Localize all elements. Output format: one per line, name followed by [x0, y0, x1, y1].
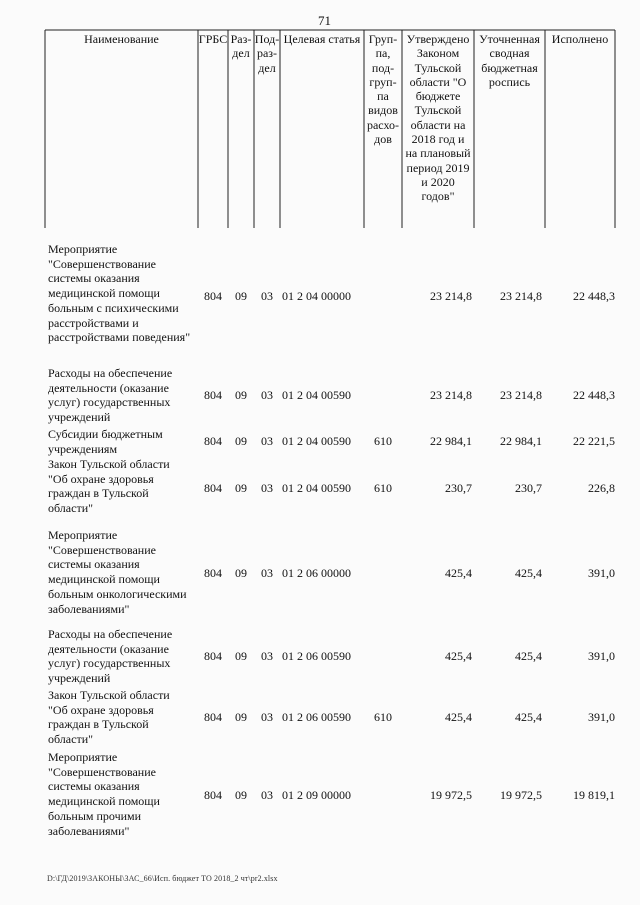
row-razdel: 09 — [235, 566, 247, 580]
row-grbs: 804 — [204, 649, 222, 663]
header-refined: Уточненная сводная бюджетная роспись — [479, 32, 540, 89]
row-target-article: 01 2 06 00000 — [282, 566, 351, 580]
row-name: Мероприятие "Совершенствование системы оказания медицинской помощи больным с психическими расстройствами и расстройствами поведения" — [48, 242, 191, 345]
row-grbs: 804 — [204, 566, 222, 580]
header-executed: Исполнено — [551, 32, 609, 46]
row-target-article: 01 2 04 00000 — [282, 289, 351, 303]
row-approved: 425,4 — [445, 566, 472, 580]
row-executed: 22 448,3 — [573, 388, 615, 402]
row-approved: 23 214,8 — [430, 388, 472, 402]
row-target-article: 01 2 09 00000 — [282, 788, 351, 802]
row-podrazdel: 03 — [261, 388, 273, 402]
header-name: Наименование — [84, 32, 159, 46]
row-razdel: 09 — [235, 710, 247, 724]
row-expense-type: 610 — [374, 710, 392, 724]
row-razdel: 09 — [235, 388, 247, 402]
row-grbs: 804 — [204, 481, 222, 495]
row-refined: 23 214,8 — [500, 388, 542, 402]
header-razdel: Раз- дел — [230, 32, 252, 61]
row-executed: 22 221,5 — [573, 434, 615, 448]
row-podrazdel: 03 — [261, 481, 273, 495]
row-name: Субсидии бюджетным учреждениям — [48, 427, 163, 456]
row-name: Закон Тульской области "Об охране здоровья граждан в Тульской области" — [48, 688, 170, 747]
row-razdel: 09 — [235, 649, 247, 663]
row-grbs: 804 — [204, 788, 222, 802]
row-grbs: 804 — [204, 710, 222, 724]
row-target-article: 01 2 06 00590 — [282, 649, 351, 663]
row-podrazdel: 03 — [261, 434, 273, 448]
row-approved: 22 984,1 — [430, 434, 472, 448]
row-name: Закон Тульской области "Об охране здоровья граждан в Тульской области" — [48, 457, 170, 516]
header-approved: Утверждено Законом Тульской области "О бюджете Тульской области на 2018 год и на плановый период 2019 и 2020 годов" — [405, 32, 471, 204]
row-podrazdel: 03 — [261, 710, 273, 724]
row-approved: 425,4 — [445, 649, 472, 663]
row-refined: 19 972,5 — [500, 788, 542, 802]
row-razdel: 09 — [235, 481, 247, 495]
row-podrazdel: 03 — [261, 566, 273, 580]
row-grbs: 804 — [204, 434, 222, 448]
row-razdel: 09 — [235, 289, 247, 303]
row-approved: 230,7 — [445, 481, 472, 495]
row-grbs: 804 — [204, 289, 222, 303]
row-executed: 19 819,1 — [573, 788, 615, 802]
row-podrazdel: 03 — [261, 788, 273, 802]
row-expense-type: 610 — [374, 434, 392, 448]
row-refined: 425,4 — [515, 710, 542, 724]
row-refined: 425,4 — [515, 649, 542, 663]
row-target-article: 01 2 04 00590 — [282, 481, 351, 495]
row-target-article: 01 2 04 00590 — [282, 388, 351, 402]
row-approved: 23 214,8 — [430, 289, 472, 303]
page-number: 71 — [318, 13, 331, 28]
row-name: Мероприятие "Совершенствование системы оказания медицинской помощи больным онкологическими заболеваниями" — [48, 528, 187, 616]
row-refined: 425,4 — [515, 566, 542, 580]
header-podrazdel: Под- раз- дел — [254, 32, 280, 75]
row-approved: 425,4 — [445, 710, 472, 724]
row-podrazdel: 03 — [261, 289, 273, 303]
row-refined: 22 984,1 — [500, 434, 542, 448]
row-name: Расходы на обеспечение деятельности (оказание услуг) государственных учреждений — [48, 627, 173, 686]
row-target-article: 01 2 04 00590 — [282, 434, 351, 448]
header-expense-type-group: Груп- па, под- груп- па видов расхо- дов — [366, 32, 400, 147]
row-executed: 391,0 — [588, 649, 615, 663]
file-path-footer: D:\ГД\2019\ЗАКОНЫ\ЗАС_66\Исп. бюджет ТО 2018_2 чт\pr2.xlsx — [47, 874, 278, 883]
row-target-article: 01 2 06 00590 — [282, 710, 351, 724]
row-approved: 19 972,5 — [430, 788, 472, 802]
row-name: Мероприятие "Совершенствование системы оказания медицинской помощи больным прочими заболеваниями" — [48, 750, 160, 838]
row-expense-type: 610 — [374, 481, 392, 495]
row-razdel: 09 — [235, 788, 247, 802]
row-name: Расходы на обеспечение деятельности (оказание услуг) государственных учреждений — [48, 366, 173, 425]
row-refined: 23 214,8 — [500, 289, 542, 303]
header-target-article: Целевая статья — [283, 32, 361, 46]
header-grbs: ГРБС — [198, 32, 228, 46]
row-podrazdel: 03 — [261, 649, 273, 663]
row-refined: 230,7 — [515, 481, 542, 495]
row-grbs: 804 — [204, 388, 222, 402]
row-razdel: 09 — [235, 434, 247, 448]
row-executed: 226,8 — [588, 481, 615, 495]
row-executed: 391,0 — [588, 710, 615, 724]
row-executed: 391,0 — [588, 566, 615, 580]
row-executed: 22 448,3 — [573, 289, 615, 303]
